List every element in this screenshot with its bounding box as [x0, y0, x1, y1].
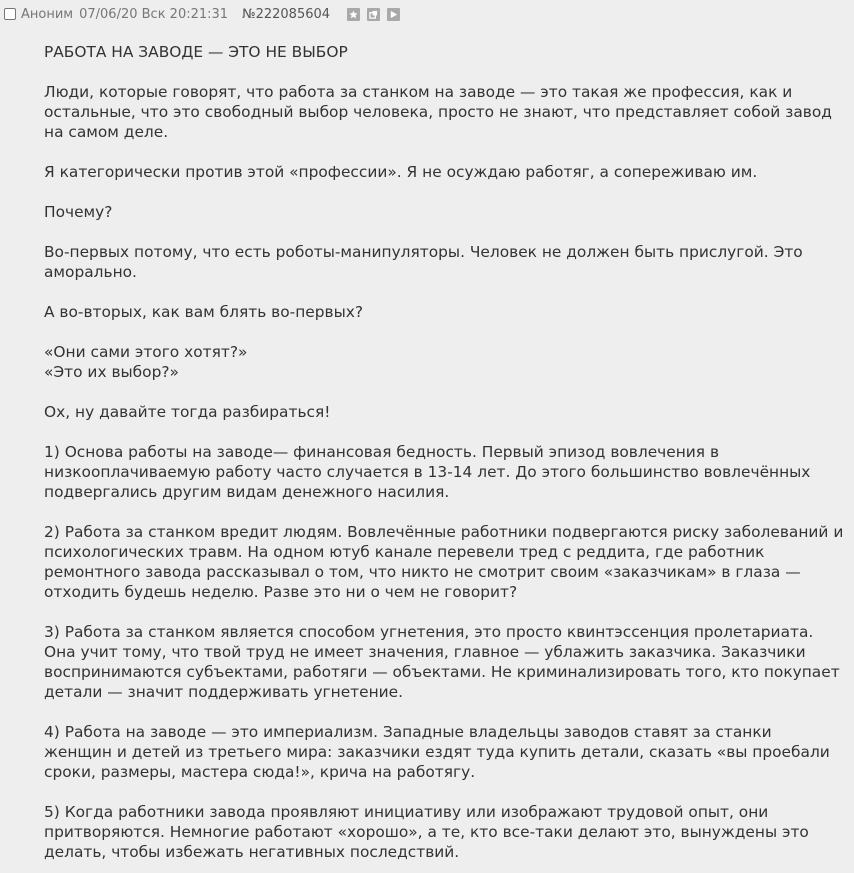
star-icon[interactable] [347, 8, 360, 21]
post-paragraph: Ох, ну давайте тогда разбираться! [44, 403, 331, 421]
post-paragraph: Люди, которые говорят, что работа за станком на заводе — это такая же профессия, как и остальные, что это свободный выбор человека, просто не знают, что представляет собой завод на самом деле. [44, 83, 832, 141]
post-date: 07/06/20 Вск 20:21:31 [79, 6, 229, 22]
post-list-item: 3) Работа за станком является способом угнетения, это просто квинтэссенция пролетариата. Она учит тому, что твой труд не имеет значения, главное — ублажить заказчика. Заказчики воспринимаются субъектами, работяги — объектами. Не криминализировать того, кто покупает детали — значит поддерживать угнетение. [44, 623, 840, 701]
post-number[interactable]: №222085604 [242, 6, 331, 22]
post-list-item: 1) Основа работы на заводе— финансовая бедность. Первый эпизод вовлечения в низкооплачиваемую работу часто случается в 13-14 лет. До этого большинство вовлечённых подвергались другим видам денежного насилия. [44, 443, 811, 501]
post-quote: «Это их выбор?» [44, 363, 179, 381]
post-paragraph: Почему? [44, 203, 113, 221]
post-paragraph: Я категорически против этой «профессии». Я не осуждаю работяг, а сопереживаю им. [44, 163, 758, 181]
post-paragraph: Во-первых потому, что есть роботы-манипуляторы. Человек не должен быть прислугой. Это аморально. [44, 243, 803, 281]
play-icon[interactable] [387, 8, 400, 21]
post-list-item: 5) Когда работники завода проявляют инициативу или изображают трудовой опыт, они притворяются. Немногие работают «хорошо», а те, кто все-таки делают это, вынуждены это делать, чтобы избежать негативных последствий. [44, 803, 809, 861]
post-list-item: 4) Работа на заводе — это империализм. Западные владельцы заводов ставят за станки женщин и детей из третьего мира: заказчики ездят туда купить детали, сказать «вы проебали сроки, размеры, мастера сюда!», крича на работягу. [44, 723, 830, 781]
image-search-icon[interactable] [367, 8, 380, 21]
post-quote: «Они сами этого хотят?» [44, 343, 248, 361]
post-header [4, 3, 407, 25]
post-paragraph: А во-вторых, как вам блять во-первых? [44, 303, 364, 321]
post-author: Аноним [21, 6, 74, 22]
post-title: РАБОТА НА ЗАВОДЕ — ЭТО НЕ ВЫБОР [44, 43, 348, 61]
post-body [44, 42, 844, 873]
post-list-item: 2) Работа за станком вредит людям. Вовлечённые работники подвергаются риску заболеваний и психологических травм. На одном ютуб канале перевели тред с реддита, где работник ремонтного завода рассказывал о том, что никто не смотрит своим «заказчикам» в глаза — отходить будешь неделю. Разве это ни о чем не говорит? [44, 523, 844, 601]
post-select-checkbox[interactable] [4, 8, 16, 20]
